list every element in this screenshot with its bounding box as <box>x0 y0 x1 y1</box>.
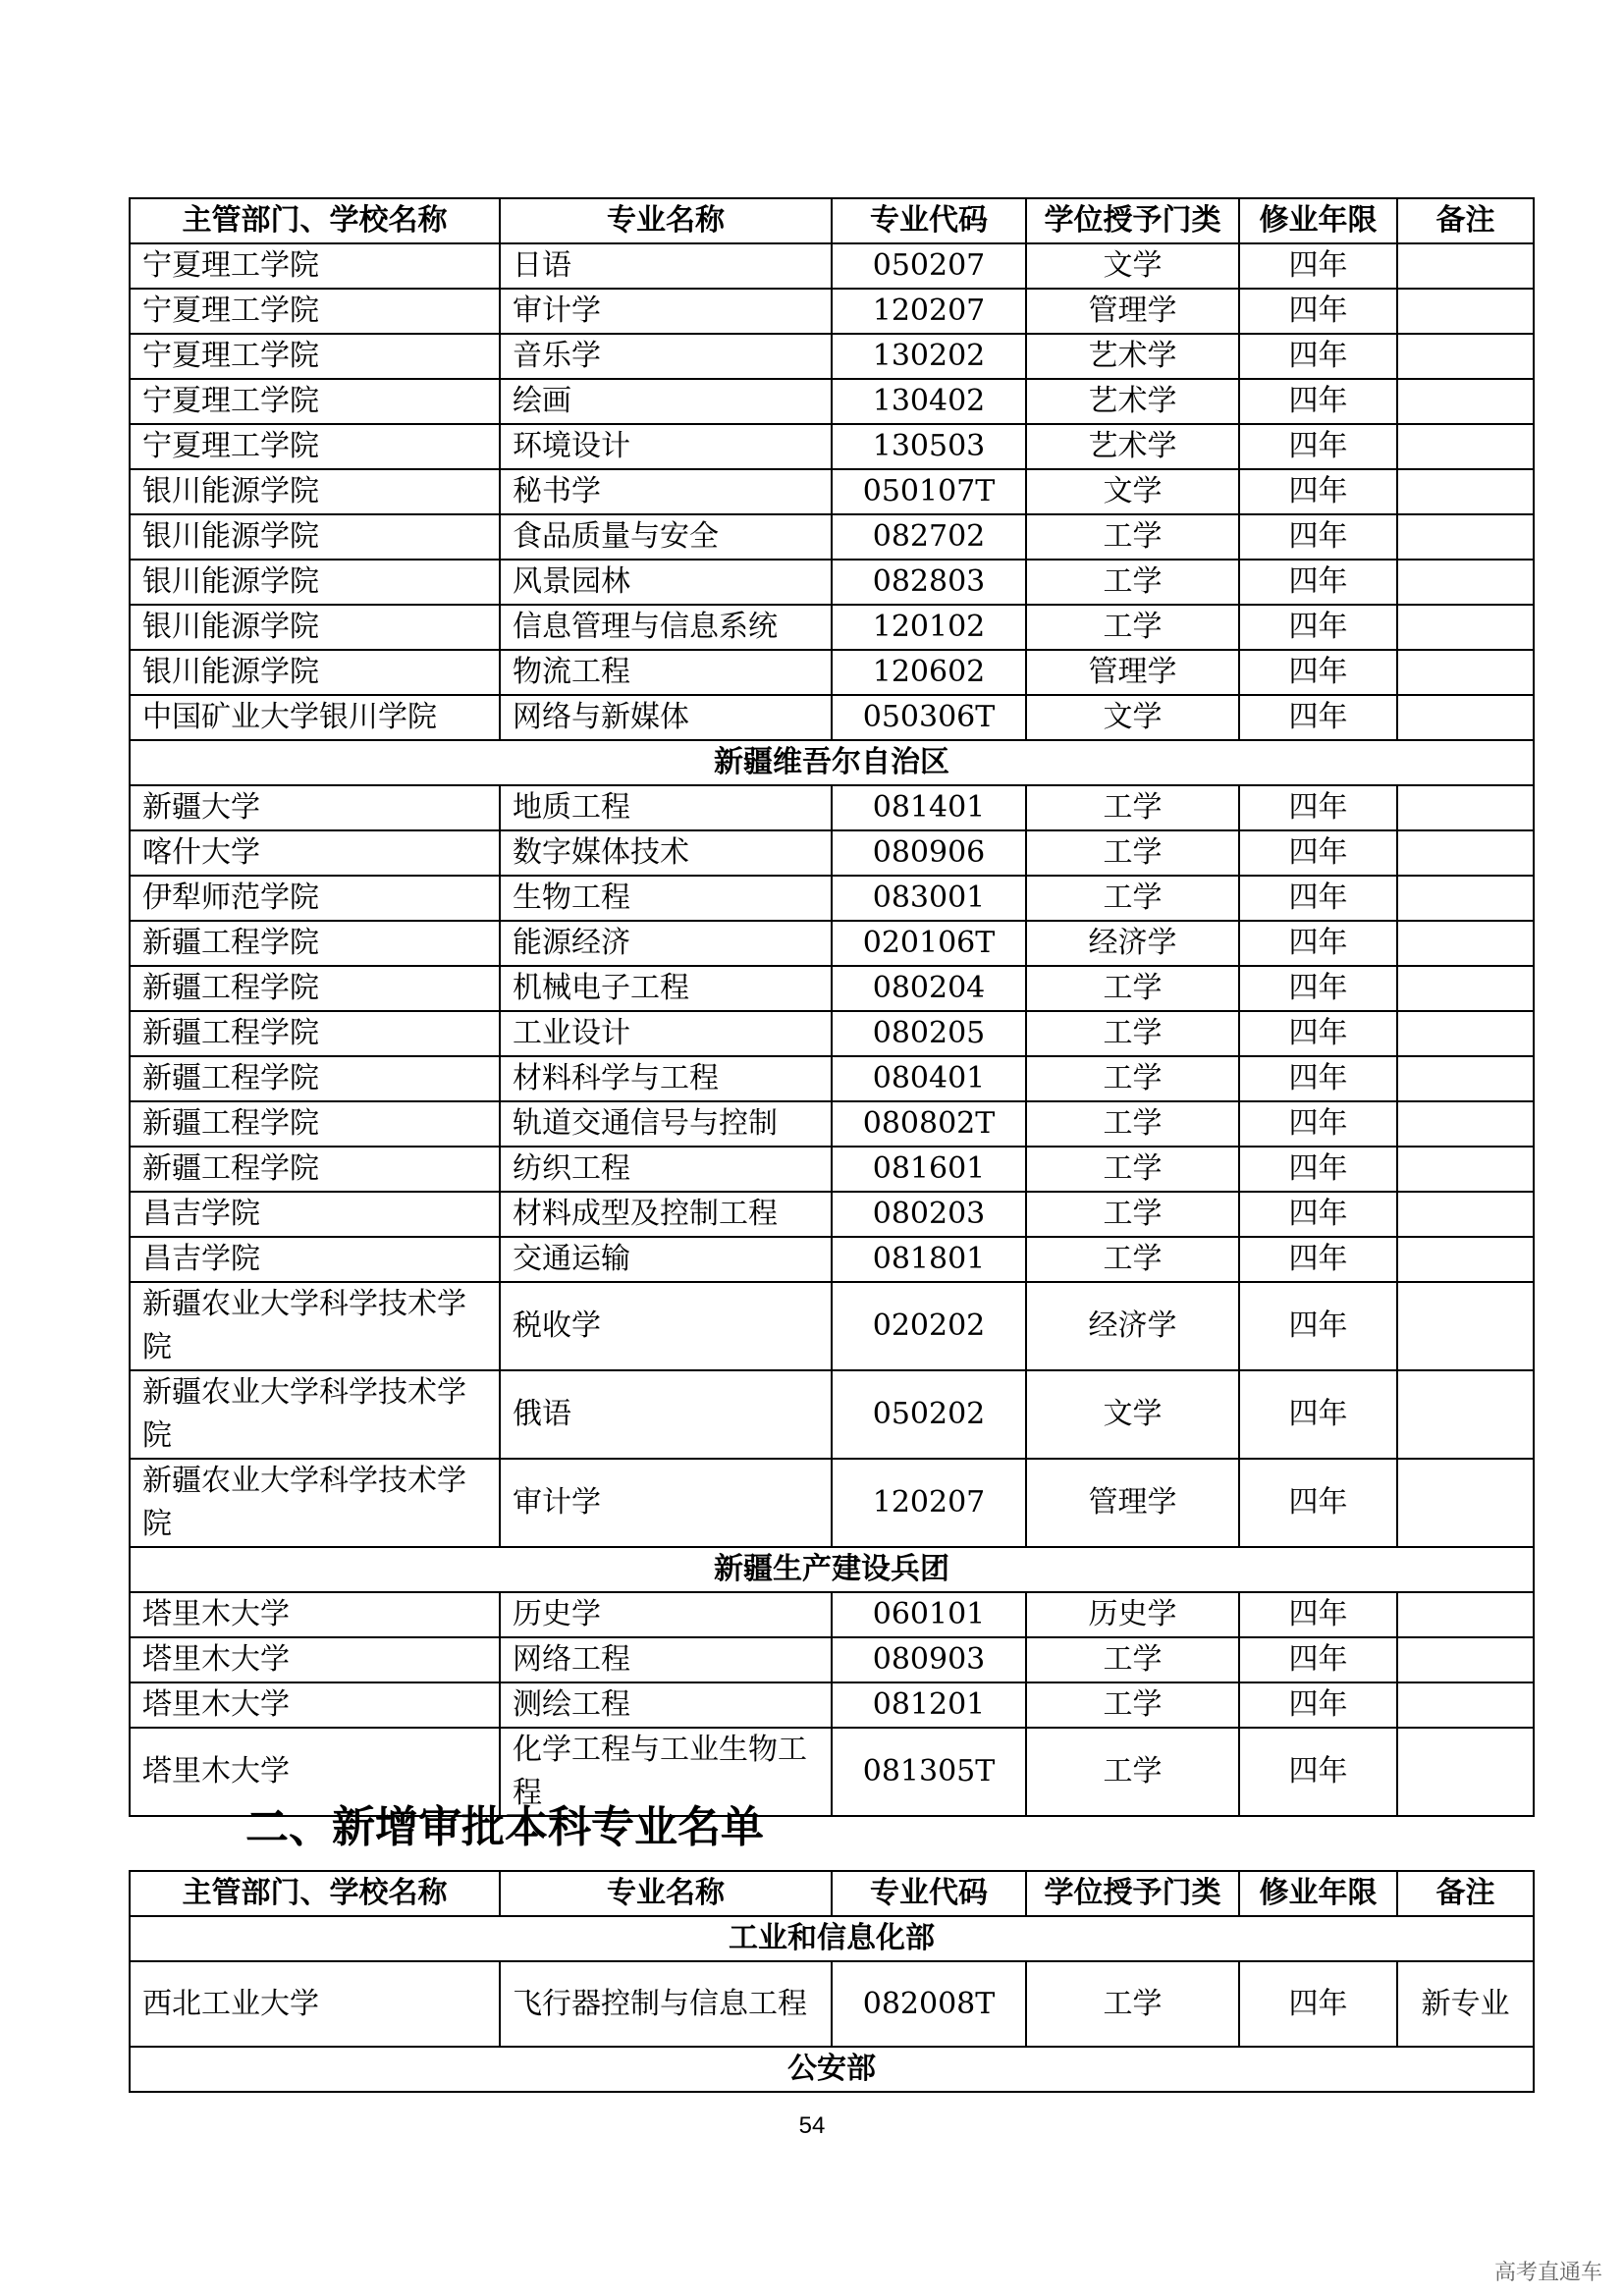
note-cell <box>1397 1147 1534 1192</box>
degree-cell: 工学 <box>1026 1682 1239 1728</box>
school-cell: 中国矿业大学银川学院 <box>130 695 500 740</box>
major-cell: 物流工程 <box>500 650 832 695</box>
section-heading: 二、新增审批本科专业名单 <box>245 1802 764 1852</box>
years-cell: 四年 <box>1239 605 1397 650</box>
degree-cell: 管理学 <box>1026 1459 1239 1547</box>
note-cell <box>1397 695 1534 740</box>
years-cell: 四年 <box>1239 1192 1397 1237</box>
school-cell: 新疆工程学院 <box>130 1101 500 1147</box>
years-cell: 四年 <box>1239 560 1397 605</box>
table-row <box>130 650 1534 695</box>
degree-cell: 管理学 <box>1026 650 1239 695</box>
major-cell: 化学工程与工业生物工程 <box>500 1728 832 1816</box>
table-row <box>130 695 1534 740</box>
table-row <box>130 785 1534 830</box>
degree-cell: 艺术学 <box>1026 424 1239 469</box>
region-bingtuan: 新疆生产建设兵团 <box>130 1547 1534 1592</box>
years-cell: 四年 <box>1239 1011 1397 1056</box>
school-cell: 塔里木大学 <box>130 1728 500 1816</box>
degree-cell: 工学 <box>1026 966 1239 1011</box>
code-cell: 050107T <box>832 469 1026 514</box>
degree-cell: 工学 <box>1026 1961 1239 2047</box>
note-cell <box>1397 1592 1534 1637</box>
degree-cell: 工学 <box>1026 1637 1239 1682</box>
code-cell: 120602 <box>832 650 1026 695</box>
years-cell: 四年 <box>1239 876 1397 921</box>
table-row <box>130 1056 1534 1101</box>
major-cell: 食品质量与安全 <box>500 514 832 560</box>
note-cell <box>1397 785 1534 830</box>
major-cell: 工业设计 <box>500 1011 832 1056</box>
degree-cell: 工学 <box>1026 605 1239 650</box>
major-cell: 生物工程 <box>500 876 832 921</box>
region-row <box>130 740 1534 785</box>
major-cell: 信息管理与信息系统 <box>500 605 832 650</box>
years-cell: 四年 <box>1239 650 1397 695</box>
major-cell: 税收学 <box>500 1282 832 1370</box>
major-cell: 审计学 <box>500 289 832 334</box>
major-cell: 材料成型及控制工程 <box>500 1192 832 1237</box>
header-note: 备注 <box>1397 198 1534 243</box>
note-cell <box>1397 1101 1534 1147</box>
school-cell: 银川能源学院 <box>130 514 500 560</box>
degree-cell: 艺术学 <box>1026 334 1239 379</box>
major-cell: 历史学 <box>500 1592 832 1637</box>
code-cell: 120207 <box>832 1459 1026 1547</box>
degree-cell: 经济学 <box>1026 921 1239 966</box>
degree-cell: 工学 <box>1026 1237 1239 1282</box>
note-cell <box>1397 650 1534 695</box>
school-cell: 塔里木大学 <box>130 1637 500 1682</box>
code-cell: 082008T <box>832 1961 1026 2047</box>
watermark-text: 高考直通车 <box>1493 2261 1602 2285</box>
table-row <box>130 1192 1534 1237</box>
school-cell: 新疆大学 <box>130 785 500 830</box>
years-cell: 四年 <box>1239 514 1397 560</box>
degree-cell: 工学 <box>1026 876 1239 921</box>
table-row <box>130 1961 1534 2047</box>
school-cell: 塔里木大学 <box>130 1592 500 1637</box>
table-row <box>130 1592 1534 1637</box>
header-major: 专业名称 <box>500 1871 832 1916</box>
note-cell <box>1397 1056 1534 1101</box>
code-cell: 050202 <box>832 1370 1026 1459</box>
note-cell <box>1397 1728 1534 1816</box>
degree-cell: 工学 <box>1026 1147 1239 1192</box>
note-cell <box>1397 379 1534 424</box>
major-cell: 日语 <box>500 243 832 289</box>
school-cell: 西北工业大学 <box>130 1961 500 2047</box>
degree-cell: 工学 <box>1026 1101 1239 1147</box>
major-cell: 秘书学 <box>500 469 832 514</box>
school-cell: 宁夏理工学院 <box>130 289 500 334</box>
note-cell <box>1397 289 1534 334</box>
note-cell <box>1397 1282 1534 1370</box>
degree-cell: 工学 <box>1026 1192 1239 1237</box>
major-cell: 俄语 <box>500 1370 832 1459</box>
code-cell: 080802T <box>832 1101 1026 1147</box>
note-cell <box>1397 1192 1534 1237</box>
years-cell: 四年 <box>1239 469 1397 514</box>
region-miit: 工业和信息化部 <box>130 1916 1534 1961</box>
years-cell: 四年 <box>1239 243 1397 289</box>
table-row <box>130 560 1534 605</box>
school-cell: 新疆工程学院 <box>130 1147 500 1192</box>
table-row <box>130 469 1534 514</box>
region-row <box>130 2047 1534 2092</box>
degree-cell: 文学 <box>1026 695 1239 740</box>
school-cell: 新疆工程学院 <box>130 1056 500 1101</box>
note-cell <box>1397 243 1534 289</box>
code-cell: 050207 <box>832 243 1026 289</box>
school-cell: 新疆农业大学科学技术学院 <box>130 1282 500 1370</box>
note-cell <box>1397 876 1534 921</box>
school-cell: 宁夏理工学院 <box>130 334 500 379</box>
note-cell <box>1397 560 1534 605</box>
note-cell <box>1397 334 1534 379</box>
major-cell: 交通运输 <box>500 1237 832 1282</box>
school-cell: 宁夏理工学院 <box>130 379 500 424</box>
code-cell: 060101 <box>832 1592 1026 1637</box>
years-cell: 四年 <box>1239 785 1397 830</box>
major-cell: 网络与新媒体 <box>500 695 832 740</box>
degree-cell: 文学 <box>1026 469 1239 514</box>
table-row <box>130 1147 1534 1192</box>
school-cell: 塔里木大学 <box>130 1682 500 1728</box>
years-cell: 四年 <box>1239 1961 1397 2047</box>
years-cell: 四年 <box>1239 1056 1397 1101</box>
note-cell <box>1397 605 1534 650</box>
code-cell: 082702 <box>832 514 1026 560</box>
code-cell: 080903 <box>832 1637 1026 1682</box>
years-cell: 四年 <box>1239 1728 1397 1816</box>
note-cell <box>1397 1459 1534 1547</box>
degree-cell: 工学 <box>1026 1056 1239 1101</box>
page-number: 54 <box>798 2112 826 2139</box>
school-cell: 银川能源学院 <box>130 605 500 650</box>
years-cell: 四年 <box>1239 1592 1397 1637</box>
school-cell: 银川能源学院 <box>130 650 500 695</box>
major-cell: 音乐学 <box>500 334 832 379</box>
major-cell: 风景园林 <box>500 560 832 605</box>
school-cell: 银川能源学院 <box>130 469 500 514</box>
major-cell: 材料科学与工程 <box>500 1056 832 1101</box>
years-cell: 四年 <box>1239 1282 1397 1370</box>
major-cell: 审计学 <box>500 1459 832 1547</box>
major-cell: 环境设计 <box>500 424 832 469</box>
table-row <box>130 379 1534 424</box>
majors-table-1 <box>129 197 1535 1817</box>
code-cell: 080205 <box>832 1011 1026 1056</box>
code-cell: 130402 <box>832 379 1026 424</box>
region-row <box>130 1547 1534 1592</box>
note-cell <box>1397 1682 1534 1728</box>
major-cell: 机械电子工程 <box>500 966 832 1011</box>
code-cell: 120102 <box>832 605 1026 650</box>
code-cell: 080401 <box>832 1056 1026 1101</box>
table-row <box>130 966 1534 1011</box>
table-row <box>130 514 1534 560</box>
header-years: 修业年限 <box>1239 198 1397 243</box>
note-cell <box>1397 1011 1534 1056</box>
table-row <box>130 243 1534 289</box>
major-cell: 轨道交通信号与控制 <box>500 1101 832 1147</box>
note-cell <box>1397 514 1534 560</box>
table-row <box>130 1101 1534 1147</box>
degree-cell: 工学 <box>1026 785 1239 830</box>
major-cell: 测绘工程 <box>500 1682 832 1728</box>
table-row <box>130 921 1534 966</box>
header-code: 专业代码 <box>832 1871 1026 1916</box>
degree-cell: 文学 <box>1026 243 1239 289</box>
years-cell: 四年 <box>1239 1637 1397 1682</box>
table-header-row <box>130 198 1534 243</box>
years-cell: 四年 <box>1239 334 1397 379</box>
note-cell <box>1397 1370 1534 1459</box>
note-cell: 新专业 <box>1397 1961 1534 2047</box>
header-note: 备注 <box>1397 1871 1534 1916</box>
years-cell: 四年 <box>1239 379 1397 424</box>
code-cell: 120207 <box>832 289 1026 334</box>
school-cell: 昌吉学院 <box>130 1192 500 1237</box>
note-cell <box>1397 830 1534 876</box>
years-cell: 四年 <box>1239 1147 1397 1192</box>
major-cell: 绘画 <box>500 379 832 424</box>
degree-cell: 管理学 <box>1026 289 1239 334</box>
note-cell <box>1397 469 1534 514</box>
note-cell <box>1397 424 1534 469</box>
major-cell: 能源经济 <box>500 921 832 966</box>
school-cell: 昌吉学院 <box>130 1237 500 1282</box>
years-cell: 四年 <box>1239 830 1397 876</box>
major-cell: 纺织工程 <box>500 1147 832 1192</box>
code-cell: 081305T <box>832 1728 1026 1816</box>
years-cell: 四年 <box>1239 1370 1397 1459</box>
table-row <box>130 1011 1534 1056</box>
major-cell: 网络工程 <box>500 1637 832 1682</box>
years-cell: 四年 <box>1239 1682 1397 1728</box>
table-row <box>130 1682 1534 1728</box>
school-cell: 新疆工程学院 <box>130 966 500 1011</box>
code-cell: 020202 <box>832 1282 1026 1370</box>
school-cell: 新疆农业大学科学技术学院 <box>130 1370 500 1459</box>
years-cell: 四年 <box>1239 1459 1397 1547</box>
code-cell: 080203 <box>832 1192 1026 1237</box>
years-cell: 四年 <box>1239 1237 1397 1282</box>
school-cell: 银川能源学院 <box>130 560 500 605</box>
degree-cell: 工学 <box>1026 560 1239 605</box>
header-school: 主管部门、学校名称 <box>130 1871 500 1916</box>
code-cell: 080906 <box>832 830 1026 876</box>
table-row <box>130 289 1534 334</box>
table-header-row <box>130 1871 1534 1916</box>
school-cell: 新疆工程学院 <box>130 921 500 966</box>
code-cell: 081601 <box>832 1147 1026 1192</box>
majors-table-2 <box>129 1870 1535 2093</box>
code-cell: 081201 <box>832 1682 1026 1728</box>
school-cell: 伊犁师范学院 <box>130 876 500 921</box>
header-years: 修业年限 <box>1239 1871 1397 1916</box>
code-cell: 020106T <box>832 921 1026 966</box>
table-row <box>130 424 1534 469</box>
school-cell: 新疆工程学院 <box>130 1011 500 1056</box>
table-row <box>130 1237 1534 1282</box>
table-row <box>130 605 1534 650</box>
years-cell: 四年 <box>1239 921 1397 966</box>
header-degree: 学位授予门类 <box>1026 1871 1239 1916</box>
table-row <box>130 334 1534 379</box>
school-cell: 宁夏理工学院 <box>130 243 500 289</box>
school-cell: 宁夏理工学院 <box>130 424 500 469</box>
header-degree: 学位授予门类 <box>1026 198 1239 243</box>
note-cell <box>1397 1237 1534 1282</box>
table-row <box>130 830 1534 876</box>
school-cell: 新疆农业大学科学技术学院 <box>130 1459 500 1547</box>
code-cell: 082803 <box>832 560 1026 605</box>
code-cell: 081401 <box>832 785 1026 830</box>
years-cell: 四年 <box>1239 1101 1397 1147</box>
region-xinjiang: 新疆维吾尔自治区 <box>130 740 1534 785</box>
table-row <box>130 1459 1534 1547</box>
region-mps: 公安部 <box>130 2047 1534 2092</box>
header-code: 专业代码 <box>832 198 1026 243</box>
years-cell: 四年 <box>1239 289 1397 334</box>
header-school: 主管部门、学校名称 <box>130 198 500 243</box>
code-cell: 083001 <box>832 876 1026 921</box>
header-major: 专业名称 <box>500 198 832 243</box>
degree-cell: 工学 <box>1026 514 1239 560</box>
code-cell: 050306T <box>832 695 1026 740</box>
table-row <box>130 1637 1534 1682</box>
major-cell: 飞行器控制与信息工程 <box>500 1961 832 2047</box>
degree-cell: 艺术学 <box>1026 379 1239 424</box>
school-cell: 喀什大学 <box>130 830 500 876</box>
code-cell: 130503 <box>832 424 1026 469</box>
degree-cell: 工学 <box>1026 1728 1239 1816</box>
code-cell: 130202 <box>832 334 1026 379</box>
note-cell <box>1397 966 1534 1011</box>
table-row <box>130 876 1534 921</box>
years-cell: 四年 <box>1239 966 1397 1011</box>
major-cell: 数字媒体技术 <box>500 830 832 876</box>
code-cell: 080204 <box>832 966 1026 1011</box>
degree-cell: 文学 <box>1026 1370 1239 1459</box>
table-row <box>130 1370 1534 1459</box>
degree-cell: 工学 <box>1026 830 1239 876</box>
code-cell: 081801 <box>832 1237 1026 1282</box>
degree-cell: 工学 <box>1026 1011 1239 1056</box>
region-row <box>130 1916 1534 1961</box>
years-cell: 四年 <box>1239 695 1397 740</box>
major-cell: 地质工程 <box>500 785 832 830</box>
table-row <box>130 1282 1534 1370</box>
note-cell <box>1397 1637 1534 1682</box>
degree-cell: 经济学 <box>1026 1282 1239 1370</box>
years-cell: 四年 <box>1239 424 1397 469</box>
degree-cell: 历史学 <box>1026 1592 1239 1637</box>
note-cell <box>1397 921 1534 966</box>
